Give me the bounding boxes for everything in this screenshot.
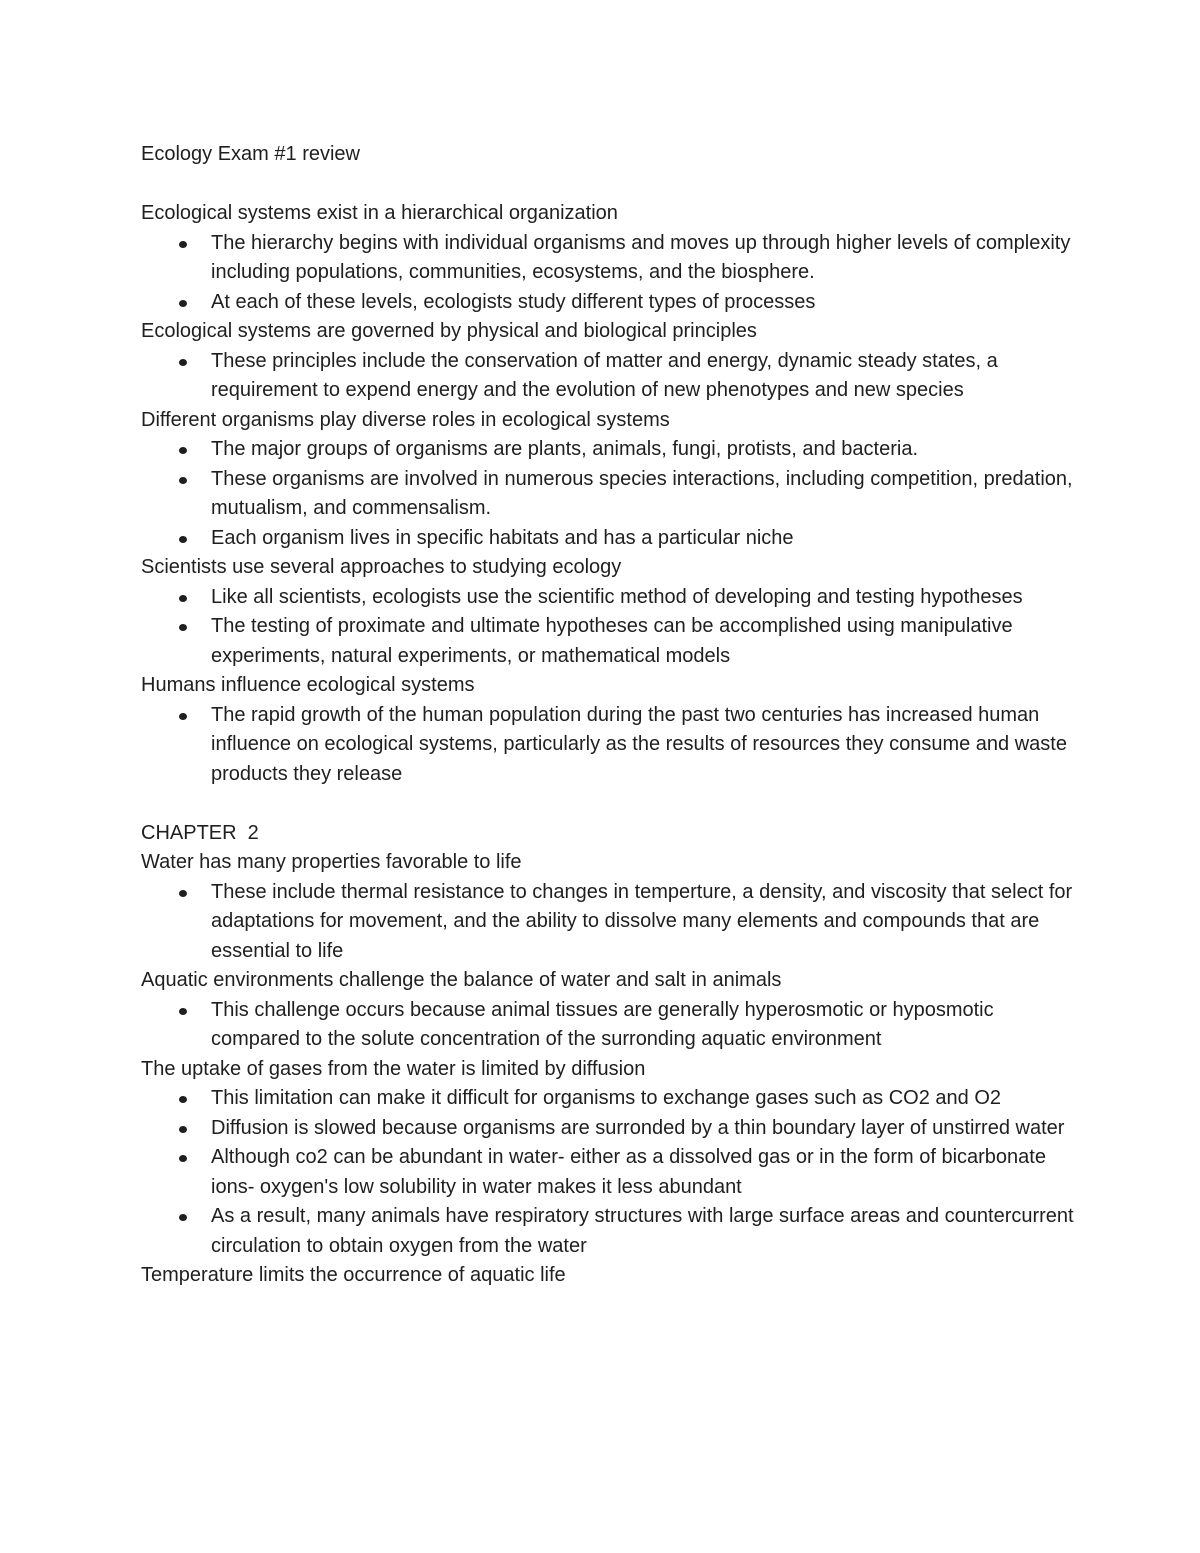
bullet-text: This limitation can make it difficult for organisms to exchange gases such as CO2 and O2 xyxy=(211,1087,1002,1109)
bullet-icon xyxy=(179,1096,187,1103)
bullet-item xyxy=(141,229,1081,288)
bullet-list xyxy=(141,701,1081,790)
chapter-label xyxy=(141,819,1081,849)
bullet-text: These principles include the conservation of matter and energy, dynamic steady states, a requirement to expend energy and the evolution of new phenotypes and new species xyxy=(211,349,998,401)
bullet-text: The rapid growth of the human population during the past two centuries has increased human influence on ecological systems, particularly as the results of resources they consume and waste products they release xyxy=(211,703,1067,785)
bullet-text: Diffusion is slowed because organisms are surronded by a thin boundary layer of unstirred water xyxy=(211,1116,1065,1139)
bullet-list xyxy=(141,1084,1081,1261)
bullet-text: The testing of proximate and ultimate hypotheses can be accomplished using manipulative experiments, natural experiments, or mathematical models xyxy=(211,615,1013,667)
bullet-text: Like all scientists, ecologists use the scientific method of developing and testing hypotheses xyxy=(211,585,1023,608)
chapter-label-text: CHAPTER 2 xyxy=(141,821,259,844)
section-heading: Scientists use several approaches to studying ecology xyxy=(141,556,622,578)
bullet-text: The major groups of organisms are plants, animals, fungi, protists, and bacteria. xyxy=(211,438,919,460)
section-heading: Ecological systems exist in a hierarchical organization xyxy=(141,202,618,224)
bullet-item xyxy=(141,524,1081,554)
bullet-list xyxy=(141,583,1081,672)
section-heading: Temperature limits the occurrence of aquatic life xyxy=(141,1264,566,1286)
bullet-item xyxy=(141,1114,1081,1144)
bullet-text: The hierarchy begins with individual organisms and moves up through higher levels of complexity including populations, communities, ecosystems, and the biosphere. xyxy=(211,231,1071,283)
bullet-icon xyxy=(179,447,187,454)
bullet-icon xyxy=(179,713,187,720)
bullet-icon xyxy=(179,624,187,631)
bullet-icon xyxy=(179,300,187,307)
bullet-item xyxy=(141,1202,1081,1261)
bullet-icon xyxy=(179,536,187,543)
section-heading: Ecological systems are governed by physical and biological principles xyxy=(141,320,757,342)
bullet-list xyxy=(141,435,1081,553)
bullet-icon xyxy=(179,1126,187,1133)
section-heading: Aquatic environments challenge the balance of water and salt in animals xyxy=(141,969,782,991)
bullet-list xyxy=(141,347,1081,406)
bullet-list xyxy=(141,229,1081,318)
bullet-icon xyxy=(179,241,187,248)
bullet-text: Although co2 can be abundant in water- either as a dissolved gas or in the form of bicarbonate ions- oxygen's low solubility in water makes it less abundant xyxy=(211,1146,1046,1198)
section-heading: Water has many properties favorable to life xyxy=(141,851,522,873)
bullet-item xyxy=(141,701,1081,790)
bullet-item xyxy=(141,1143,1081,1202)
bullet-list xyxy=(141,996,1081,1055)
section-heading: Humans influence ecological systems xyxy=(141,674,475,696)
bullet-text: This challenge occurs because animal tissues are generally hyperosmotic or hyposmotic compared to the solute concentration of the surronding aquatic environment xyxy=(211,998,994,1050)
bullet-item xyxy=(141,1084,1081,1114)
bullet-item xyxy=(141,583,1081,613)
bullet-list xyxy=(141,878,1081,967)
spacer xyxy=(141,170,1081,200)
bullet-text: Each organism lives in specific habitats and has a particular niche xyxy=(211,526,794,549)
bullet-icon xyxy=(179,1008,187,1015)
bullet-item xyxy=(141,435,1081,465)
document-page xyxy=(141,140,1081,1291)
spacer xyxy=(141,789,1081,819)
bullet-icon xyxy=(179,1214,187,1221)
bullet-icon xyxy=(179,595,187,602)
chapter-1 xyxy=(141,199,1081,789)
section-heading: Different organisms play diverse roles in ecological systems xyxy=(141,408,670,431)
bullet-item xyxy=(141,996,1081,1055)
bullet-text: These organisms are involved in numerous species interactions, including competition, predation, mutualism, and commensalism. xyxy=(211,467,1073,519)
bullet-text: At each of these levels, ecologists study different types of processes xyxy=(211,290,816,313)
bullet-item xyxy=(141,878,1081,967)
bullet-icon xyxy=(179,1155,187,1162)
bullet-item xyxy=(141,347,1081,406)
chapter-2 xyxy=(141,819,1081,1291)
bullet-icon xyxy=(179,477,187,484)
bullet-icon xyxy=(179,890,187,897)
bullet-text: As a result, many animals have respiratory structures with large surface areas and countercurrent circulation to obtain oxygen from the water xyxy=(211,1205,1074,1257)
bullet-icon xyxy=(179,359,187,366)
section-heading: The uptake of gases from the water is limited by diffusion xyxy=(141,1057,646,1080)
bullet-item xyxy=(141,288,1081,318)
document-title: Ecology Exam #1 review xyxy=(141,143,360,165)
bullet-text: These include thermal resistance to changes in temperture, a density, and viscosity that select for adaptations for movement, and the ability to dissolve many elements and compounds that are essential to life xyxy=(211,880,1073,962)
bullet-item xyxy=(141,465,1081,524)
bullet-item xyxy=(141,612,1081,671)
